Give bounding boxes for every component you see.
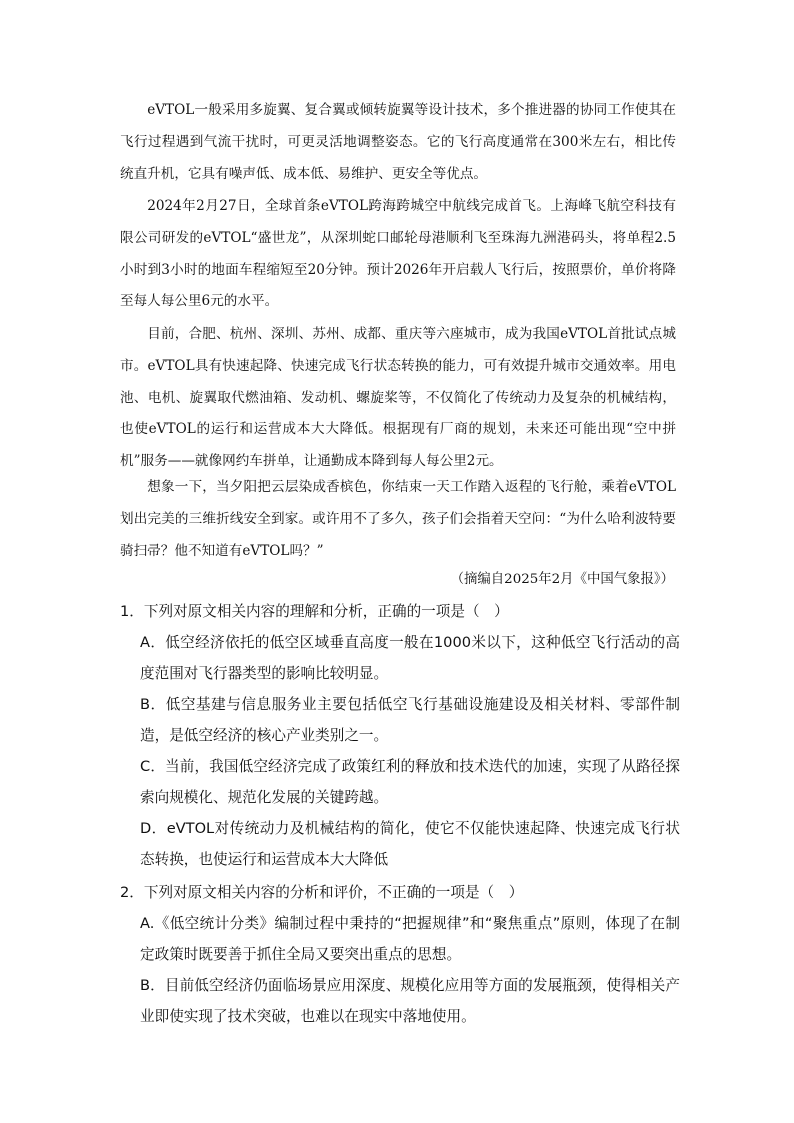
passage-paragraph-4: 想象一下，当夕阳把云层染成香槟色，你结束一天工作踏入返程的飞行舱，乘着eVTOL划出完美的三维折线安全到家。或许用不了多久，孩子们会指着天空问：“为什么哈利波特要骑扫帚？他不知道有eVTOL吗？” — [120, 479, 676, 559]
question-1 — [120, 596, 680, 875]
question-2-option-b[interactable]: B．目前低空经济仍面临场景应用深度、规模化应用等方面的发展瓶颈，使得相关产业即使实现了技术突破，也难以在现实中落地使用。 — [140, 977, 680, 1025]
question-2 — [120, 877, 680, 1032]
question-1-option-a[interactable]: A．低空经济依托的低空区域垂直高度一般在1000米以下，这种低空飞行活动的高度范围对飞行器类型的影响比较明显。 — [140, 634, 680, 682]
passage-source: （摘编自2025年2月《中国气象报》） — [450, 572, 674, 587]
question-2-option-a[interactable]: A.《低空统计分类》编制过程中秉持的“把握规律”和“聚焦重点”原则，体现了在制定政策时既要善于抓住全局又要突出重点的思想。 — [140, 915, 680, 963]
question-1-option-c[interactable]: C．当前，我国低空经济完成了政策红利的释放和技术迭代的加速，实现了从路径探索向规模化、规范化发展的关键跨越。 — [140, 758, 680, 806]
question-1-stem: 1．下列对原文相关内容的理解和分析，正确的一项是（ ） — [120, 603, 509, 620]
passage-paragraph-1: eVTOL一般采用多旋翼、复合翼或倾转旋翼等设计技术，多个推进器的协同工作使其在飞行过程遇到气流干扰时，可更灵活地调整姿态。它的飞行高度通常在300米左右，相比传统直升机，它具有噪声低、成本低、易维护、更安全等优点。 — [120, 102, 676, 182]
question-2-stem: 2．下列对原文相关内容的分析和评价，不正确的一项是（ ） — [120, 884, 524, 901]
passage-paragraph-3: 目前，合肥、杭州、深圳、苏州、成都、重庆等六座城市，成为我国eVTOL首批试点城市。eVTOL具有快速起降、快速完成飞行状态转换的能力，可有效提升城市交通效率。用电池、电机、旋翼取代燃油箱、发动机、螺旋桨等，不仅简化了传统动力及复杂的机械结构，也使eVTOL的运行和运营成本大大降低。根据现有厂商的规划，未来还可能出现“空中拼机”服务——就像网约车拼单，让通勤成本降到每人每公里2元。 — [120, 326, 676, 470]
question-1-option-d[interactable]: D．eVTOL对传统动力及机械结构的简化，使它不仅能快速起降、快速完成飞行状态转换，也使运行和运营成本大大降低 — [140, 820, 680, 868]
passage-paragraph-2: 2024年2月27日，全球首条eVTOL跨海跨城空中航线完成首飞。上海峰飞航空科技有限公司研发的eVTOL“盛世龙”，从深圳蛇口邮轮母港顺利飞至珠海九洲港码头，将单程2.5小时到3小时的地面车程缩短至20分钟。预计2026年开启载人飞行后，按照票价，单价将降至每人每公里6元的水平。 — [120, 198, 676, 310]
question-1-option-b[interactable]: B．低空基建与信息服务业主要包括低空飞行基础设施建设及相关材料、零部件制造，是低空经济的核心产业类别之一。 — [140, 696, 680, 744]
